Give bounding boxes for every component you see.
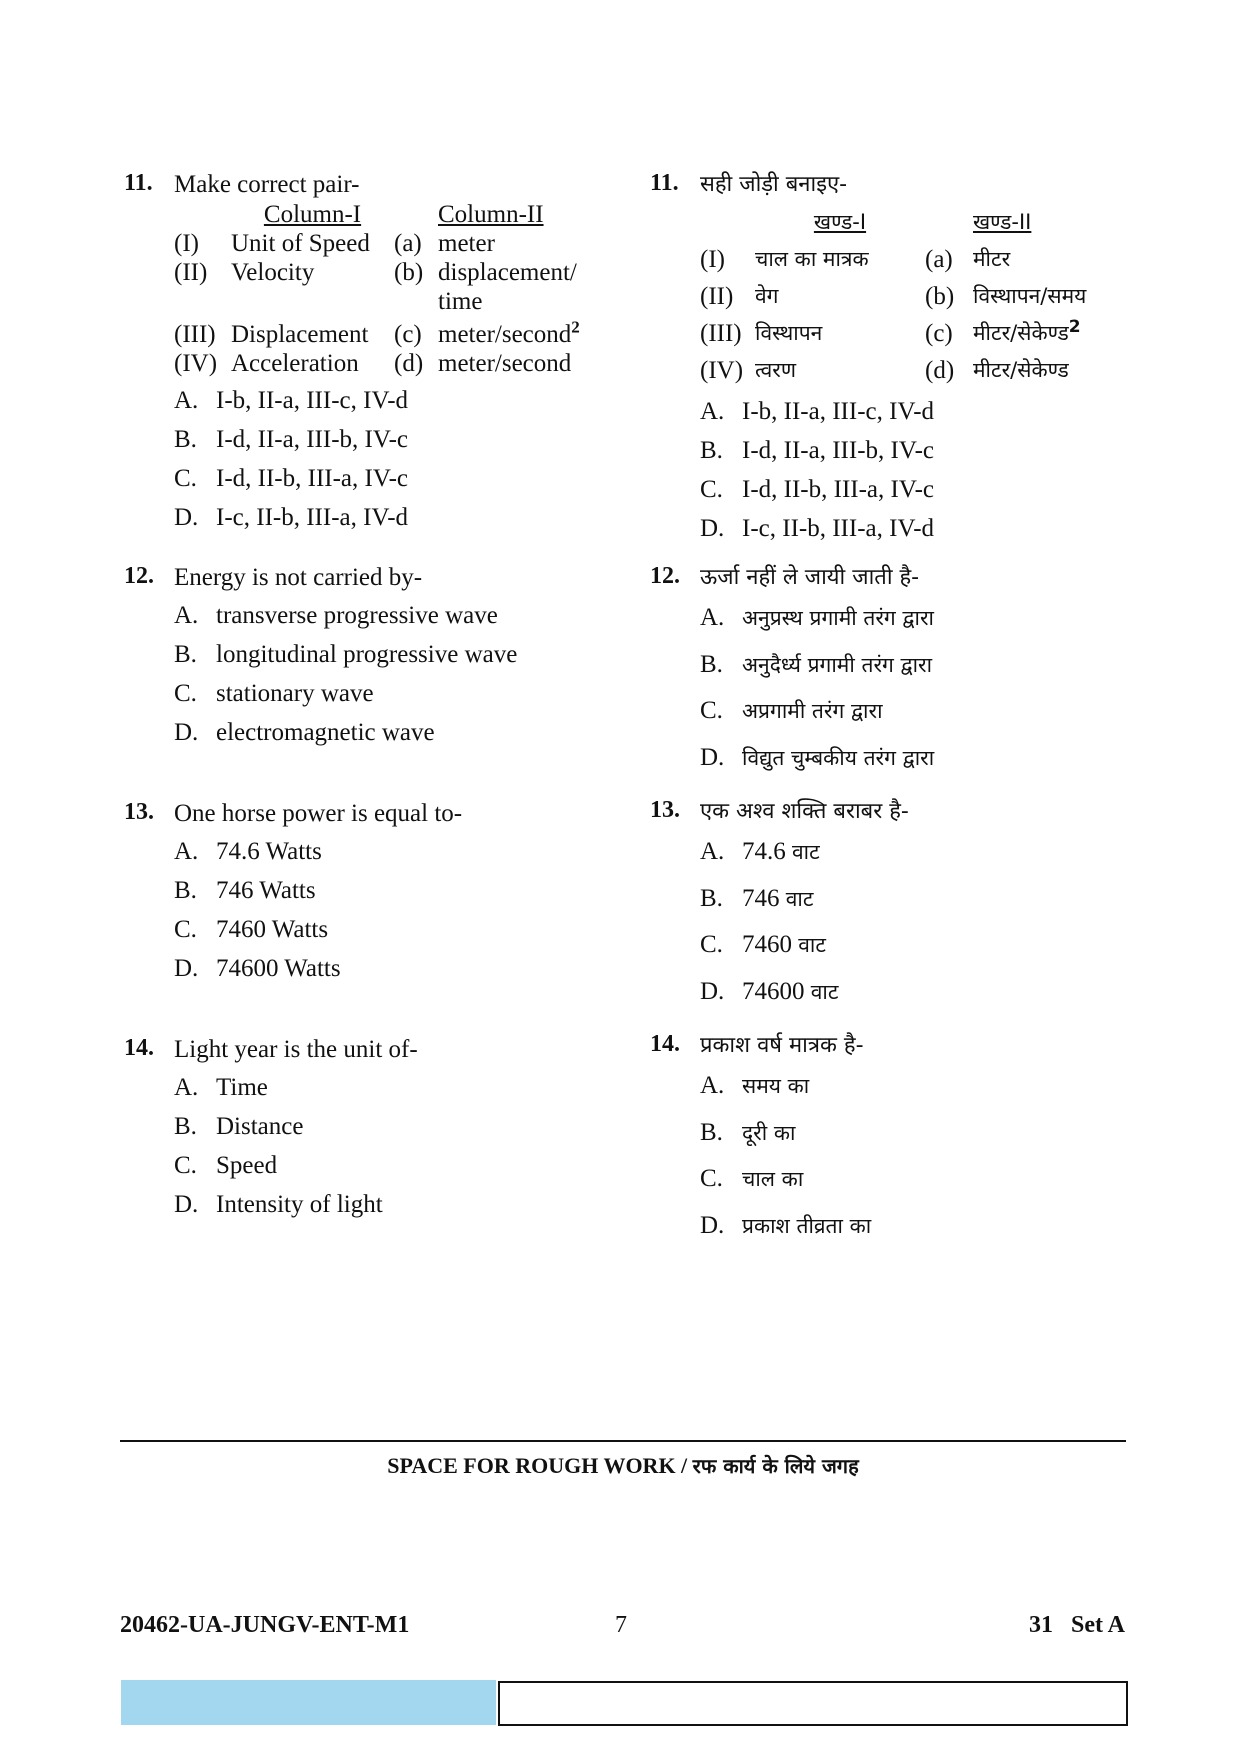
option: A. I-b, II-a, III-c, IV-d (174, 387, 409, 414)
option: A. transverse progressive wave (174, 602, 498, 629)
option: D. प्रकाश तीव्रता का (700, 1211, 872, 1239)
row-roman: (IV) (174, 350, 218, 377)
row-letter: (d) (394, 350, 424, 377)
option: A. समय का (700, 1072, 810, 1099)
row-roman: (II) (700, 283, 734, 310)
question-number: 14. (124, 1035, 154, 1061)
row-letter: (a) (394, 230, 422, 257)
row-item: वेग (755, 284, 779, 308)
row-roman: (III) (174, 321, 216, 348)
row-value: meter/second$^2$ (438, 317, 580, 348)
question-number: 11. (650, 170, 679, 196)
match-table (700, 204, 1153, 389)
row-value: मीटर (973, 247, 1011, 271)
paper-code: 20462-UA-JUNGV-ENT-M1 (120, 1612, 410, 1638)
option: B. दूरी का (700, 1118, 796, 1146)
match-row (174, 229, 608, 258)
english-column (124, 170, 644, 1229)
row-value: displacement/ time (438, 259, 577, 315)
page-number: 7 (615, 1612, 627, 1638)
option: B. I-d, II-a, III-b, IV-c (700, 437, 935, 464)
option: D. I-c, II-b, III-a, IV-d (700, 515, 935, 542)
row-item: Velocity (231, 259, 315, 286)
option: B. longitudinal progressive wave (174, 641, 518, 668)
option: C. अप्रगामी तरंग द्वारा (700, 697, 883, 724)
row-value: मीटर/सेकेण्ड$^2$ (973, 317, 1081, 345)
row-letter: (c) (925, 320, 953, 347)
option: B. 746 Watts (174, 877, 316, 904)
question-text: एक अश्व शक्ति बराबर है- (700, 799, 909, 824)
row-roman: (I) (700, 246, 725, 273)
row-item: Unit of Speed (231, 230, 370, 257)
match-row (174, 320, 608, 349)
row-letter: (d) (925, 357, 955, 384)
match-row (700, 352, 1153, 389)
row-value: विस्थापन/समय (973, 284, 1087, 308)
option: A. अनुप्रस्थ प्रगामी तरंग द्वारा (700, 604, 934, 631)
row-letter: (a) (925, 246, 953, 273)
option: C. stationary wave (174, 680, 374, 707)
question-number: 13. (124, 799, 154, 825)
rough-work-heading: SPACE FOR ROUGH WORK / रफ कार्य के लिये जगह (387, 1453, 859, 1478)
row-value: meter/second (438, 350, 572, 377)
option: A. 74.6 Watts (174, 838, 322, 865)
row-letter: (b) (394, 259, 424, 286)
outlined-box (498, 1681, 1128, 1726)
option: B. I-d, II-a, III-b, IV-c (174, 426, 409, 453)
superscript: 2 (1068, 317, 1081, 337)
option: C. 7460 वाट (700, 931, 826, 958)
question-11-hi (650, 170, 1170, 553)
question-text: Energy is not carried by- (174, 564, 423, 591)
superscript: 2 (571, 317, 580, 337)
option: C. 7460 Watts (174, 916, 329, 943)
row-value: मीटर/सेकेण्ड (973, 358, 1069, 382)
option: A. Time (174, 1074, 268, 1101)
row-item: Displacement (231, 321, 369, 348)
row-value: meter (438, 230, 495, 257)
option: D. 74600 Watts (174, 955, 341, 982)
option: C. Speed (174, 1152, 278, 1179)
question-number: 11. (124, 170, 153, 196)
match-row (700, 315, 1153, 352)
row-item: चाल का मात्रक (755, 247, 869, 271)
hindi-column (650, 170, 1170, 1257)
question-text: Make correct pair- (174, 171, 360, 198)
option: D. विद्युत चुम्बकीय तरंग द्वारा (700, 743, 935, 771)
option: D. Intensity of light (174, 1191, 383, 1218)
question-12-hi (650, 563, 1170, 789)
question-number: 14. (650, 1031, 680, 1057)
column-1-heading: खण्ड-I (813, 210, 867, 234)
question-text: सही जोड़ी बनाइए- (700, 172, 848, 197)
match-row (700, 241, 1153, 278)
match-row (174, 258, 608, 320)
option: C. I-d, II-b, III-a, IV-c (700, 476, 935, 503)
option: A. I-b, II-a, III-c, IV-d (700, 398, 935, 425)
blue-bar (121, 1680, 496, 1725)
question-12-en (124, 563, 644, 757)
option: B. अनुदैर्ध्य प्रगामी तरंग द्वारा (700, 650, 933, 678)
question-13-en (124, 799, 644, 993)
match-row (174, 349, 608, 378)
option: C. I-d, II-b, III-a, IV-c (174, 465, 409, 492)
row-item: त्वरण (755, 358, 797, 382)
question-13-hi (650, 797, 1170, 1023)
question-text: One horse power is equal to- (174, 800, 463, 827)
row-roman: (III) (700, 320, 742, 347)
option: C. चाल का (700, 1165, 804, 1192)
question-number: 13. (650, 797, 680, 823)
set-label: 31 Set A (1029, 1612, 1125, 1638)
match-row (700, 278, 1153, 315)
row-roman: (I) (174, 230, 199, 257)
row-roman: (II) (174, 259, 208, 286)
row-letter: (c) (394, 321, 422, 348)
option: D. I-c, II-b, III-a, IV-d (174, 504, 409, 531)
column-2-heading: खण्ड-II (973, 210, 1032, 234)
option: D. electromagnetic wave (174, 719, 435, 746)
option: A. 74.6 वाट (700, 838, 820, 865)
question-text: Light year is the unit of- (174, 1036, 418, 1063)
question-text: प्रकाश वर्ष मात्रक है- (700, 1033, 864, 1058)
question-number: 12. (124, 563, 154, 589)
row-item: Acceleration (231, 350, 359, 377)
rough-work-divider (120, 1440, 1126, 1442)
column-1-heading: Column-I (263, 201, 362, 228)
column-2-heading: Column-II (438, 201, 544, 228)
option: B. 746 वाट (700, 884, 814, 912)
match-table (174, 200, 608, 378)
row-letter: (b) (925, 283, 955, 310)
row-roman: (IV) (700, 357, 744, 384)
row-item: विस्थापन (755, 321, 823, 345)
question-number: 12. (650, 563, 680, 589)
question-14-en (124, 1035, 644, 1229)
question-14-hi (650, 1031, 1170, 1257)
question-text: ऊर्जा नहीं ले जायी जाती है- (700, 565, 920, 590)
option: D. 74600 वाट (700, 977, 839, 1005)
question-11-en (124, 170, 644, 542)
option: B. Distance (174, 1113, 304, 1140)
